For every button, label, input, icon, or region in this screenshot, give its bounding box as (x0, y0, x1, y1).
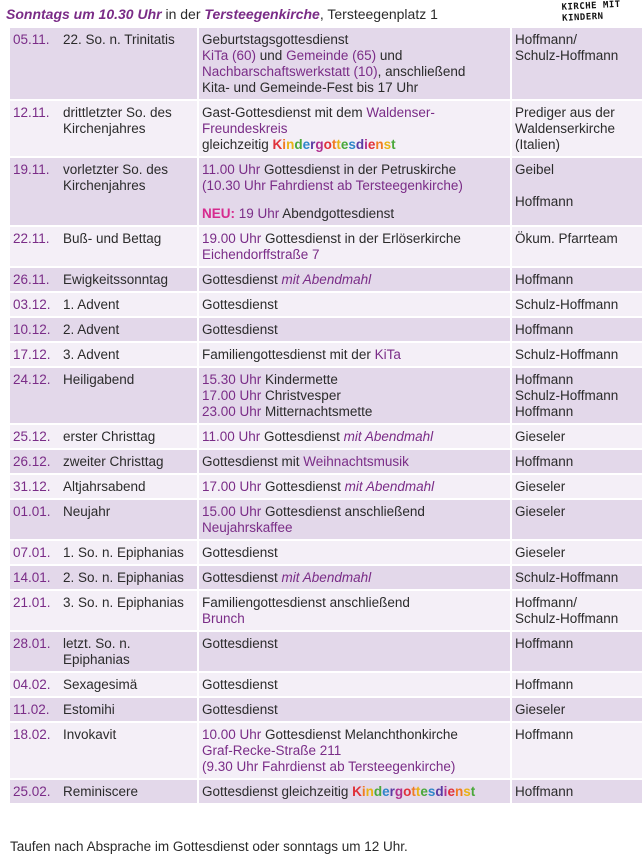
kindergottesdienst-rainbow-text: Kindergottesdienst (352, 784, 476, 799)
service-date: 03.12. (10, 292, 60, 317)
preacher-line: Hoffmann (515, 194, 574, 209)
service-text: mit Abendmahl (344, 479, 435, 494)
service-text: 23.00 Uhr (202, 404, 262, 419)
service-text: Gottesdienst Melanchthonkirche (261, 727, 458, 742)
service-text: 17.00 Uhr (202, 479, 262, 494)
schedule-row (10, 565, 642, 590)
preacher (511, 722, 642, 779)
preacher-line: Hoffmann (515, 784, 574, 799)
service-text: Familiengottesdienst mit der (202, 347, 375, 362)
preacher-line: Hoffmann (515, 454, 574, 469)
service-date: 31.12. (10, 474, 60, 499)
page-header (6, 6, 438, 22)
liturgical-day: 2. So. n. Epiphanias (60, 565, 198, 590)
preacher-line: Hoffmann (515, 272, 574, 287)
service-text: mit dem (310, 105, 367, 120)
service-date: 26.12. (10, 449, 60, 474)
service-text: Familiengottesdienst anschließend (202, 595, 410, 610)
schedule-row (10, 474, 642, 499)
service-date: 18.02. (10, 722, 60, 779)
service-description (198, 100, 511, 157)
service-text: Gottesdienst (260, 429, 344, 444)
schedule-row (10, 499, 642, 540)
service-description (198, 267, 511, 292)
service-date: 07.01. (10, 540, 60, 565)
service-line (202, 504, 507, 520)
service-date: 25.02. (10, 779, 60, 804)
service-description (198, 157, 511, 226)
service-text: Gottesdienst (202, 545, 278, 560)
preacher-line: Gieseler (515, 702, 566, 717)
service-date: 21.01. (10, 590, 60, 631)
preacher-line: Hoffmann (515, 727, 574, 742)
liturgical-day: drittletzter So. des Kirchenjahres (60, 100, 198, 157)
preacher-line: Schulz-Hoffmann (515, 611, 619, 626)
service-text: Gottesdienst in der Erlöserkirche (261, 231, 461, 246)
service-text: Gast-Gottesdienst (202, 105, 311, 120)
service-date: 25.12. (10, 424, 60, 449)
service-text: Gottesdienst (202, 636, 278, 651)
service-line (202, 479, 507, 495)
liturgical-day: 1. Advent (60, 292, 198, 317)
schedule-row (10, 226, 642, 267)
liturgical-day: 2. Advent (60, 317, 198, 342)
liturgical-day: vorletzter So. des Kirchenjahres (60, 157, 198, 226)
service-line (202, 388, 507, 404)
service-line (202, 347, 507, 363)
service-text: KiTa (374, 347, 401, 362)
liturgical-day: Invokavit (60, 722, 198, 779)
service-date: 17.12. (10, 342, 60, 367)
service-line (202, 429, 507, 445)
service-description (198, 226, 511, 267)
service-text: mit Abendmahl (281, 272, 372, 287)
service-text: Abendgottesdienst (279, 206, 395, 221)
service-line (202, 545, 507, 561)
schedule-row (10, 267, 642, 292)
service-text: Gemeinde (65) (286, 48, 377, 63)
preacher (511, 590, 642, 631)
preacher (511, 28, 642, 100)
service-text: Freundeskreis (202, 121, 288, 136)
service-date: 22.11. (10, 226, 60, 267)
service-text: Gottesdienst (202, 570, 282, 585)
liturgical-day: 22. So. n. Trinitatis (60, 28, 198, 100)
service-description (198, 499, 511, 540)
schedule-row (10, 424, 642, 449)
service-text: Nachbarschaftswerkstatt (10) (202, 64, 378, 79)
schedule-row (10, 28, 642, 100)
schedule-row (10, 672, 642, 697)
preacher (511, 424, 642, 449)
preacher (511, 267, 642, 292)
service-line (202, 194, 507, 206)
service-line (202, 404, 507, 420)
service-text: Waldenser- (366, 105, 435, 120)
service-line (202, 702, 507, 718)
preacher (511, 226, 642, 267)
service-description (198, 697, 511, 722)
preacher-line: Hoffmann (515, 404, 574, 419)
liturgical-day: Reminiscere (60, 779, 198, 804)
service-text: Geburtstagsgottesdienst (202, 32, 349, 47)
service-text: Kita- und Gemeinde-Fest bis 17 Uhr (202, 80, 419, 95)
preacher-line: Geibel (515, 162, 555, 177)
preacher-line: Prediger aus der (515, 105, 615, 120)
service-date: 10.12. (10, 317, 60, 342)
service-description (198, 342, 511, 367)
service-description (198, 424, 511, 449)
service-text: Brunch (202, 611, 245, 626)
preacher-line: Hoffmann (515, 677, 574, 692)
logo-line-1: KIRCHE MIT (561, 0, 621, 13)
schedule-row (10, 631, 642, 672)
preacher (511, 474, 642, 499)
service-text: und (376, 48, 403, 63)
preacher-line: Gieseler (515, 429, 566, 444)
preacher-line: Hoffmann (515, 636, 574, 651)
service-description (198, 28, 511, 100)
service-text: Mitternachtsmette (261, 404, 373, 419)
preacher-line: Gieseler (515, 504, 566, 519)
liturgical-day: Ewigkeitssonntag (60, 267, 198, 292)
service-description (198, 474, 511, 499)
service-line (202, 48, 507, 64)
service-text: Christvesper (261, 388, 341, 403)
logo-line-2: KINDERN (561, 11, 604, 24)
preacher (511, 342, 642, 367)
kindergottesdienst-rainbow-text: Kindergottesdienst (272, 137, 396, 152)
service-line (202, 454, 507, 470)
liturgical-day: Sexagesimä (60, 672, 198, 697)
service-text: , anschließend (377, 64, 466, 79)
service-description (198, 449, 511, 474)
service-line (202, 272, 507, 288)
preacher-line: Schulz-Hoffmann (515, 48, 619, 63)
service-line (202, 206, 507, 222)
service-text: 15.30 Uhr (202, 372, 262, 387)
service-line (202, 80, 507, 96)
service-text: Eichendorffstraße 7 (202, 247, 320, 262)
service-text: 17.00 Uhr (202, 388, 262, 403)
service-line (202, 727, 507, 743)
service-description (198, 590, 511, 631)
schedule-row (10, 697, 642, 722)
kirche-mit-kindern-logo (561, 0, 634, 29)
service-line (202, 32, 507, 48)
schedule-row (10, 292, 642, 317)
preacher (511, 100, 642, 157)
service-text: Gottesdienst (202, 297, 278, 312)
service-description (198, 367, 511, 424)
service-text: 10.00 Uhr (202, 727, 262, 742)
liturgical-day: Altjahrsabend (60, 474, 198, 499)
service-date: 28.01. (10, 631, 60, 672)
service-date: 05.11. (10, 28, 60, 100)
service-line (202, 784, 507, 800)
preacher-line (515, 186, 642, 194)
preacher-line: Waldenserkirche (515, 121, 616, 136)
service-text: Gottesdienst (261, 479, 345, 494)
liturgical-day: Heiligabend (60, 367, 198, 424)
preacher (511, 292, 642, 317)
service-line (202, 743, 507, 759)
service-text: 11.00 Uhr (202, 429, 261, 444)
service-line (202, 162, 507, 178)
service-line (202, 520, 507, 536)
service-line (202, 121, 507, 137)
service-text: (9.30 Uhr Fahrdienst ab Tersteegenkirche) (202, 759, 456, 774)
service-text: mit Abendmahl (281, 570, 372, 585)
preacher-line: Schulz-Hoffmann (515, 347, 619, 362)
preacher (511, 157, 642, 226)
schedule-row (10, 367, 642, 424)
preacher (511, 317, 642, 342)
header-church: Tersteegenkirche (204, 6, 320, 22)
service-text: Gottesdienst in der Petruskirche (260, 162, 457, 177)
service-date: 04.02. (10, 672, 60, 697)
service-description (198, 672, 511, 697)
service-text: Gottesdienst (202, 322, 278, 337)
service-line (202, 372, 507, 388)
service-description (198, 292, 511, 317)
liturgical-day: erster Christtag (60, 424, 198, 449)
schedule-row (10, 157, 642, 226)
preacher-line: Ökum. Pfarrteam (515, 231, 618, 246)
service-text: Weihnachtsmusik (303, 454, 409, 469)
liturgical-day: 3. Advent (60, 342, 198, 367)
preacher-line: Schulz-Hoffmann (515, 388, 619, 403)
service-date: 11.02. (10, 697, 60, 722)
liturgical-day: 3. So. n. Epiphanias (60, 590, 198, 631)
service-line (202, 178, 507, 194)
service-text: Kindermette (261, 372, 338, 387)
service-description (198, 779, 511, 804)
service-line (202, 64, 507, 80)
preacher-line: Schulz-Hoffmann (515, 570, 619, 585)
schedule-row (10, 100, 642, 157)
service-line (202, 636, 507, 652)
service-line (202, 322, 507, 338)
liturgical-day: Estomihi (60, 697, 198, 722)
service-text: 11.00 Uhr (202, 162, 261, 177)
preacher (511, 631, 642, 672)
schedule-row (10, 342, 642, 367)
service-line (202, 247, 507, 263)
header-title: Sonntags um 10.30 Uhr (6, 6, 162, 22)
preacher (511, 697, 642, 722)
service-line (202, 759, 507, 775)
service-text: (10.30 Uhr Fahrdienst ab Tersteegenkirche) (202, 178, 463, 193)
service-text: und (256, 48, 287, 63)
service-line (202, 570, 507, 586)
service-text: gleichzeitig (202, 137, 273, 152)
service-text: Gottesdienst anschließend (261, 504, 425, 519)
preacher (511, 540, 642, 565)
header-address: , Tersteegenplatz 1 (319, 6, 438, 22)
service-text: Gottesdienst (202, 272, 282, 287)
service-description (198, 631, 511, 672)
preacher-line (515, 178, 642, 186)
service-line (202, 595, 507, 611)
preacher (511, 779, 642, 804)
liturgical-day: Neujahr (60, 499, 198, 540)
preacher-line: Gieseler (515, 479, 566, 494)
service-text: Neujahrskaffee (202, 520, 293, 535)
preacher (511, 565, 642, 590)
service-line (202, 677, 507, 693)
header-connector: in der (161, 6, 205, 22)
preacher-line: Hoffmann (515, 322, 574, 337)
preacher-line: Schulz-Hoffmann (515, 297, 619, 312)
schedule-row (10, 540, 642, 565)
service-line (202, 297, 507, 313)
service-text: mit Abendmahl (343, 429, 434, 444)
footer-note: Taufen nach Absprache im Gottesdienst oder sonntags um 12 Uhr. (10, 839, 408, 854)
service-date: 01.01. (10, 499, 60, 540)
preacher (511, 499, 642, 540)
service-text: 19 Uhr (235, 206, 280, 221)
liturgical-day: Buß- und Bettag (60, 226, 198, 267)
service-description (198, 540, 511, 565)
preacher (511, 367, 642, 424)
service-date: 14.01. (10, 565, 60, 590)
schedule-row (10, 590, 642, 631)
service-date: 26.11. (10, 267, 60, 292)
service-date: 24.12. (10, 367, 60, 424)
schedule-row (10, 779, 642, 804)
schedule-row (10, 449, 642, 474)
liturgical-day: zweiter Christtag (60, 449, 198, 474)
preacher (511, 672, 642, 697)
service-text: Gottesdienst gleichzeitig (202, 784, 353, 799)
service-text: KiTa (60) (202, 48, 257, 63)
schedule-body (10, 28, 642, 804)
service-text: 15.00 Uhr (202, 504, 262, 519)
service-text: Graf-Recke-Straße 211 (202, 743, 342, 758)
service-line (202, 611, 507, 627)
service-line (202, 231, 507, 247)
preacher (511, 449, 642, 474)
preacher-line: (Italien) (515, 137, 561, 152)
service-line (202, 105, 507, 121)
liturgical-day: letzt. So. n. Epiphanias (60, 631, 198, 672)
service-date: 19.11. (10, 157, 60, 226)
service-description (198, 565, 511, 590)
service-date: 12.11. (10, 100, 60, 157)
service-schedule-table (10, 28, 642, 805)
service-description (198, 317, 511, 342)
service-text: Gottesdienst (202, 702, 278, 717)
liturgical-day: 1. So. n. Epiphanias (60, 540, 198, 565)
service-text: Gottesdienst (202, 677, 278, 692)
service-description (198, 722, 511, 779)
service-text: 19.00 Uhr (202, 231, 262, 246)
service-line (202, 137, 507, 153)
service-text: Gottesdienst mit (202, 454, 304, 469)
schedule-row (10, 317, 642, 342)
schedule-row (10, 722, 642, 779)
preacher-line: Hoffmann (515, 372, 574, 387)
preacher-line: Hoffmann/ (515, 595, 578, 610)
preacher-line: Hoffmann/ (515, 32, 578, 47)
service-text: NEU: (202, 206, 235, 221)
preacher-line: Gieseler (515, 545, 566, 560)
